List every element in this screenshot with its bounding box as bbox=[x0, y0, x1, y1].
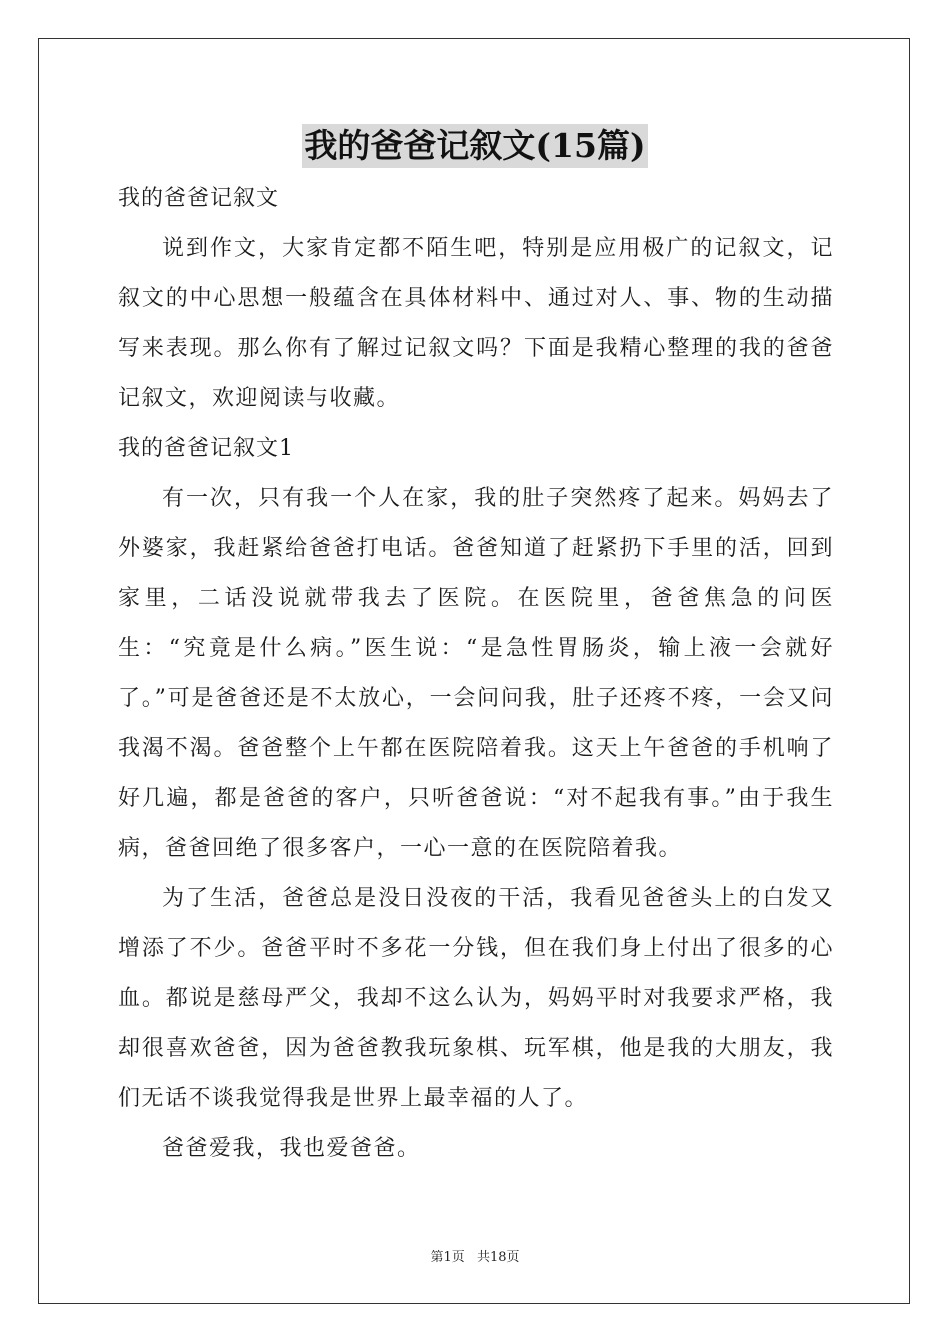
paragraph-2: 为了生活，爸爸总是没日没夜的干活，我看见爸爸头上的白发又增添了不少。爸爸平时不多花一分钱，但在我们身上付出了很多的心血。都说是慈母严父，我却不这么认为，妈妈平时对我要求严格，我却很喜欢爸爸，因为爸爸教我玩象棋、玩军棋，他是我的大朋友，我们无话不谈我觉得我是世界上最幸福的人了。 bbox=[118, 886, 834, 1111]
document-title: 我的爸爸记叙文(15篇) bbox=[302, 124, 647, 168]
section-heading-intro: 我的爸爸记叙文 bbox=[118, 186, 280, 211]
page-footer bbox=[0, 1246, 950, 1265]
page-total: 共18页 bbox=[476, 1250, 520, 1265]
title-container bbox=[0, 124, 950, 168]
paragraph-3: 爸爸爱我，我也爱爸爸。 bbox=[162, 1136, 421, 1161]
section-heading-1: 我的爸爸记叙文1 bbox=[118, 436, 294, 461]
page-number: 第1页 bbox=[430, 1250, 465, 1265]
paragraph-1: 有一次，只有我一个人在家，我的肚子突然疼了起来。妈妈去了外婆家，我赶紧给爸爸打电话。爸爸知道了赶紧扔下手里的活，回到家里，二话没说就带我去了医院。在医院里，爸爸焦急的问医生：“究竟是什么病。”医生说：“是急性胃肠炎，输上液一会就好了。”可是爸爸还是不太放心，一会问问我，肚子还疼不疼，一会又问我渴不渴。爸爸整个上午都在医院陪着我。这天上午爸爸的手机响了好几遍，都是爸爸的客户，只听爸爸说：“对不起我有事。”由于我生病，爸爸回绝了很多客户，一心一意的在医院陪着我。 bbox=[118, 486, 834, 861]
document-body bbox=[118, 174, 834, 1174]
paragraph-intro: 说到作文，大家肯定都不陌生吧，特别是应用极广的记叙文，记叙文的中心思想一般蕴含在具体材料中、通过对人、事、物的生动描写来表现。那么你有了解过记叙文吗？下面是我精心整理的我的爸爸记叙文，欢迎阅读与收藏。 bbox=[118, 236, 834, 411]
